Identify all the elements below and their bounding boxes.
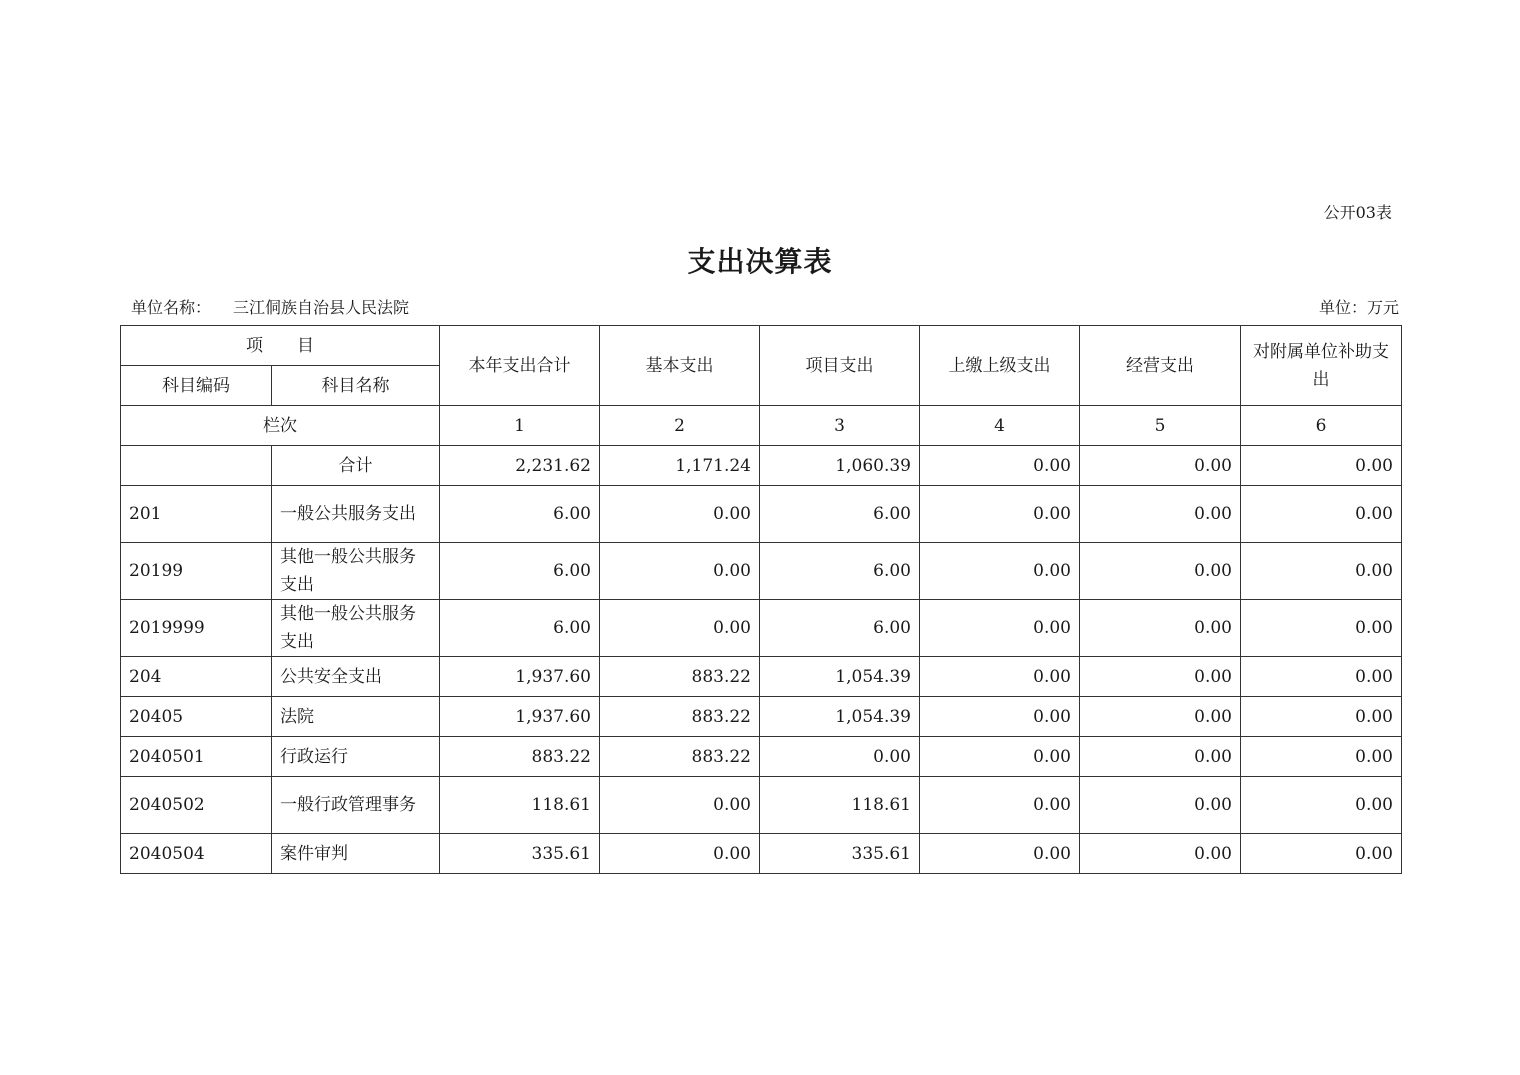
subject-code: 2040504 bbox=[121, 834, 272, 874]
cell-value: 0.00 bbox=[760, 737, 920, 777]
cell-value: 0.00 bbox=[1241, 737, 1402, 777]
cell-value: 0.00 bbox=[1080, 697, 1241, 737]
subject-code: 2040501 bbox=[121, 737, 272, 777]
index-cell: 3 bbox=[760, 406, 920, 446]
subject-code: 201 bbox=[121, 486, 272, 543]
cell-value: 0.00 bbox=[920, 737, 1080, 777]
cell-value: 0.00 bbox=[600, 600, 760, 657]
cell-value: 6.00 bbox=[760, 600, 920, 657]
cell-value: 0.00 bbox=[600, 543, 760, 600]
index-row bbox=[121, 406, 1402, 446]
table-row bbox=[121, 834, 1402, 874]
subject-name: 其他一般公共服务支出 bbox=[272, 543, 440, 600]
cell-value: 0.00 bbox=[1080, 834, 1241, 874]
cell-value: 335.61 bbox=[760, 834, 920, 874]
cell-value: 0.00 bbox=[1080, 543, 1241, 600]
index-label: 栏次 bbox=[121, 406, 440, 446]
form-id: 公开03表 bbox=[1323, 203, 1392, 222]
subject-name: 其他一般公共服务支出 bbox=[272, 600, 440, 657]
index-cell: 2 bbox=[600, 406, 760, 446]
total-value: 2,231.62 bbox=[440, 446, 600, 486]
cell-value: 0.00 bbox=[1241, 600, 1402, 657]
total-value: 1,060.39 bbox=[760, 446, 920, 486]
subject-code: 2019999 bbox=[121, 600, 272, 657]
page-title: 支出决算表 bbox=[687, 245, 833, 278]
header-name: 科目名称 bbox=[272, 366, 440, 406]
cell-value: 118.61 bbox=[760, 777, 920, 834]
cell-value: 0.00 bbox=[920, 697, 1080, 737]
expenditure-table bbox=[120, 325, 1402, 874]
index-cell: 4 bbox=[920, 406, 1080, 446]
cell-value: 0.00 bbox=[1241, 777, 1402, 834]
header-col-project: 项目支出 bbox=[760, 326, 920, 406]
unit-name-value: 三江侗族自治县人民法院 bbox=[233, 298, 410, 317]
table-row bbox=[121, 697, 1402, 737]
header-row-1 bbox=[121, 326, 1402, 366]
header-col-operating: 经营支出 bbox=[1080, 326, 1241, 406]
index-cell: 5 bbox=[1080, 406, 1241, 446]
cell-value: 0.00 bbox=[1080, 657, 1241, 697]
cell-value: 6.00 bbox=[760, 543, 920, 600]
cell-value: 0.00 bbox=[920, 486, 1080, 543]
subject-name: 案件审判 bbox=[272, 834, 440, 874]
subject-name: 法院 bbox=[272, 697, 440, 737]
cell-value: 0.00 bbox=[1080, 486, 1241, 543]
header-col-total: 本年支出合计 bbox=[440, 326, 600, 406]
cell-value: 0.00 bbox=[1241, 697, 1402, 737]
cell-value: 1,054.39 bbox=[760, 697, 920, 737]
cell-value: 0.00 bbox=[1080, 600, 1241, 657]
total-value: 0.00 bbox=[920, 446, 1080, 486]
cell-value: 0.00 bbox=[1080, 737, 1241, 777]
subject-code: 20405 bbox=[121, 697, 272, 737]
header-col-subsidy: 对附属单位补助支出 bbox=[1241, 326, 1402, 406]
cell-value: 883.22 bbox=[600, 697, 760, 737]
subject-code: 20199 bbox=[121, 543, 272, 600]
total-code bbox=[121, 446, 272, 486]
total-value: 1,171.24 bbox=[600, 446, 760, 486]
table-row bbox=[121, 777, 1402, 834]
unit-name bbox=[131, 295, 409, 318]
cell-value: 0.00 bbox=[1080, 777, 1241, 834]
total-label: 合计 bbox=[272, 446, 440, 486]
subject-name: 一般公共服务支出 bbox=[272, 486, 440, 543]
total-row bbox=[121, 446, 1402, 486]
cell-value: 0.00 bbox=[600, 834, 760, 874]
cell-value: 1,937.60 bbox=[440, 657, 600, 697]
cell-value: 883.22 bbox=[600, 737, 760, 777]
cell-value: 0.00 bbox=[920, 657, 1080, 697]
cell-value: 0.00 bbox=[920, 600, 1080, 657]
currency-unit: 单位：万元 bbox=[1318, 298, 1399, 317]
cell-value: 0.00 bbox=[1241, 834, 1402, 874]
index-cell: 6 bbox=[1241, 406, 1402, 446]
header-col-basic: 基本支出 bbox=[600, 326, 760, 406]
header-col-remit-upper: 上缴上级支出 bbox=[920, 326, 1080, 406]
cell-value: 1,937.60 bbox=[440, 697, 600, 737]
cell-value: 0.00 bbox=[920, 777, 1080, 834]
total-value: 0.00 bbox=[1241, 446, 1402, 486]
subject-code: 204 bbox=[121, 657, 272, 697]
subject-name: 公共安全支出 bbox=[272, 657, 440, 697]
cell-value: 0.00 bbox=[600, 777, 760, 834]
table-row bbox=[121, 600, 1402, 657]
header-code: 科目编码 bbox=[121, 366, 272, 406]
cell-value: 0.00 bbox=[1241, 486, 1402, 543]
subject-name: 行政运行 bbox=[272, 737, 440, 777]
cell-value: 883.22 bbox=[600, 657, 760, 697]
table-row bbox=[121, 543, 1402, 600]
table-row bbox=[121, 486, 1402, 543]
subject-name: 一般行政管理事务 bbox=[272, 777, 440, 834]
cell-value: 0.00 bbox=[1241, 657, 1402, 697]
cell-value: 6.00 bbox=[440, 543, 600, 600]
cell-value: 6.00 bbox=[760, 486, 920, 543]
header-item: 项 目 bbox=[121, 326, 440, 366]
cell-value: 6.00 bbox=[440, 486, 600, 543]
subject-code: 2040502 bbox=[121, 777, 272, 834]
cell-value: 0.00 bbox=[1241, 543, 1402, 600]
cell-value: 335.61 bbox=[440, 834, 600, 874]
cell-value: 6.00 bbox=[440, 600, 600, 657]
cell-value: 0.00 bbox=[920, 834, 1080, 874]
unit-name-label: 单位名称： bbox=[131, 298, 212, 317]
cell-value: 1,054.39 bbox=[760, 657, 920, 697]
index-cell: 1 bbox=[440, 406, 600, 446]
table-row bbox=[121, 737, 1402, 777]
cell-value: 118.61 bbox=[440, 777, 600, 834]
cell-value: 0.00 bbox=[600, 486, 760, 543]
total-value: 0.00 bbox=[1080, 446, 1241, 486]
table-row bbox=[121, 657, 1402, 697]
cell-value: 0.00 bbox=[920, 543, 1080, 600]
cell-value: 883.22 bbox=[440, 737, 600, 777]
